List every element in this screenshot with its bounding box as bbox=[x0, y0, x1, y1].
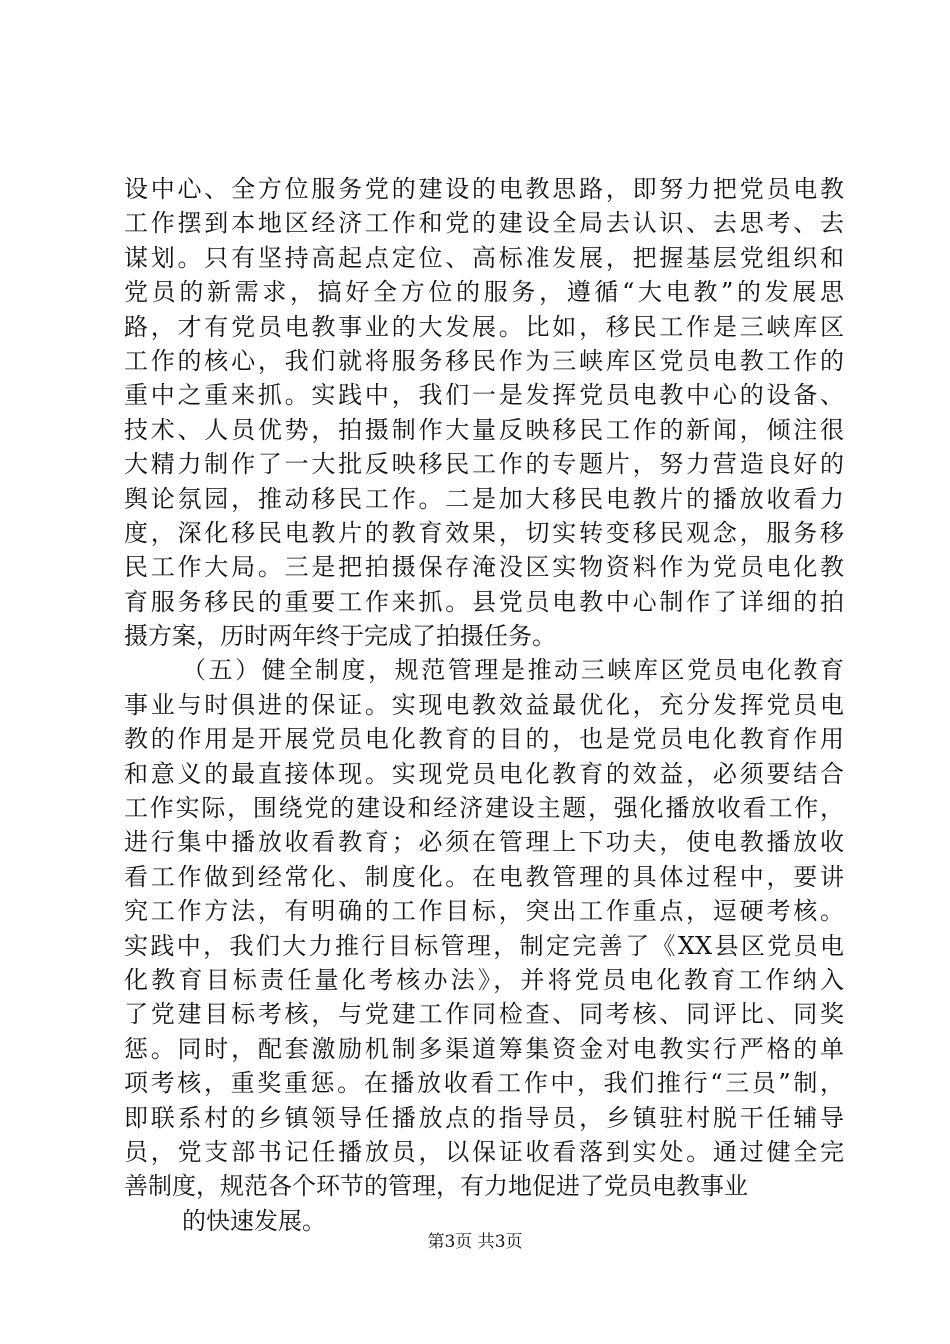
text-line: 即联系村的乡镇领导任播放点的指导员，乡镇驻村脱干任辅导 bbox=[124, 1103, 844, 1132]
text-line: 了党建目标考核，与党建工作同检查、同考核、同评比、同奖 bbox=[124, 1000, 844, 1029]
text-line: 和意义的最直接体现。实现党员电化教育的效益，必须要结合 bbox=[124, 759, 844, 788]
text-line: 实践中，我们大力推行目标管理，制定完善了《XX县区党员电 bbox=[124, 931, 844, 960]
text-line: 舆论氛园，推动移民工作。二是加大移民电教片的播放收看力 bbox=[124, 484, 844, 513]
paragraph-end-line: 的快速发展。 bbox=[182, 1206, 326, 1235]
text-line: 善制度，规范各个环节的管理，有力地促进了党员电教事业 bbox=[124, 1172, 748, 1201]
text-line: 党员的新需求，搞好全方位的服务，遵循“大电教”的发展思 bbox=[124, 278, 844, 307]
text-line: 惩。同时，配套激励机制多渠道筹集资金对电教实行严格的单 bbox=[124, 1034, 844, 1063]
text-line: 工作的核心，我们就将服务移民作为三峡库区党员电教工作的 bbox=[124, 346, 844, 375]
text-line: 事业与时俱进的保证。实现电教效益最优化，充分发挥党员电 bbox=[124, 690, 844, 719]
document-body bbox=[124, 172, 844, 1238]
text-line: 工作实际，围绕党的建设和经济建设主题，强化播放收看工作， bbox=[124, 794, 844, 823]
text-line: 育服务移民的重要工作来抓。县党员电教中心制作了详细的拍 bbox=[124, 587, 844, 616]
text-line: 路，才有党员电教事业的大发展。比如，移民工作是三峡库区 bbox=[124, 312, 844, 341]
text-line: 民工作大局。三是把拍摄保存淹没区实物资料作为党员电化教 bbox=[124, 553, 844, 582]
text-line: 谋划。只有坚持高起点定位、高标准发展，把握基层党组织和 bbox=[124, 243, 844, 272]
page-number-footer: 第3页 共3页 bbox=[427, 1232, 523, 1252]
text-line: 摄方案，历时两年终于完成了拍摄任务。 bbox=[124, 622, 556, 651]
text-line: 化教育目标责任量化考核办法》，并将党员电化教育工作纳入 bbox=[124, 965, 844, 994]
text-line: 重中之重来抓。实践中，我们一是发挥党员电教中心的设备、 bbox=[124, 381, 844, 410]
text-line: 员，党支部书记任播放员，以保证收看落到实处。通过健全完 bbox=[124, 1137, 844, 1166]
text-line: 技术、人员优势，拍摄制作大量反映移民工作的新闻，倾注很 bbox=[124, 415, 844, 444]
text-line: 教的作用是开展党员电化教育的目的，也是党员电化教育作用 bbox=[124, 725, 844, 754]
paragraph-start-line: （五）健全制度，规范管理是推动三峡库区党员电化教育 bbox=[182, 656, 844, 685]
text-line: 工作摆到本地区经济工作和党的建设全局去认识、去思考、去 bbox=[124, 209, 844, 238]
text-line: 究工作方法，有明确的工作目标，突出工作重点，逗硬考核。 bbox=[124, 897, 844, 926]
text-line: 度，深化移民电教片的教育效果，切实转变移民观念，服务移 bbox=[124, 518, 844, 547]
text-line: 大精力制作了一大批反映移民工作的专题片，努力营造良好的 bbox=[124, 450, 844, 479]
text-line: 项考核，重奖重惩。在播放收看工作中，我们推行“三员”制， bbox=[124, 1069, 844, 1098]
text-line: 设中心、全方位服务党的建设的电教思路，即努力把党员电教 bbox=[124, 175, 844, 203]
text-line: 看工作做到经常化、制度化。在电教管理的具体过程中，要讲 bbox=[124, 862, 844, 891]
text-line: 进行集中播放收看教育；必须在管理上下功夫，使电教播放收 bbox=[124, 828, 844, 857]
